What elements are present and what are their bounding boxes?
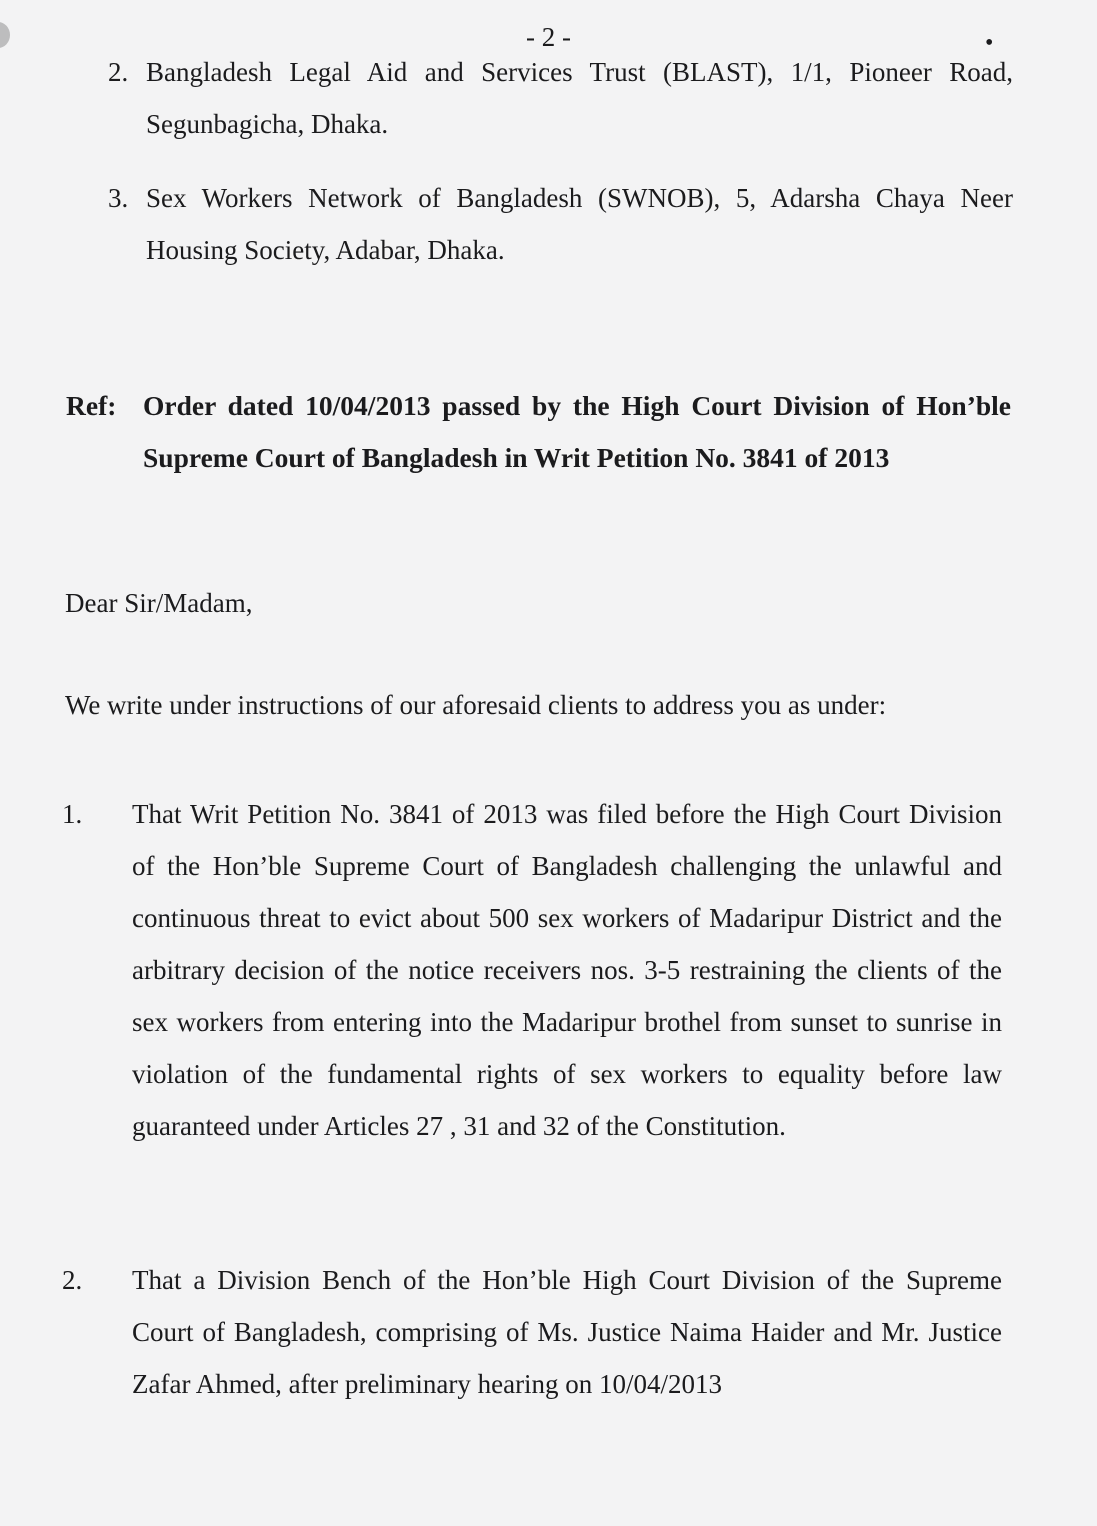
paragraph-text: That a Division Bench of the Hon’ble High Court Division of the Supreme Court of Bangladesh, comprising of Ms. Justice Naima Haider and Mr. Justice Zafar Ahmed, after preliminary hearing on 10/04/2013	[132, 1265, 1002, 1399]
reference-block	[66, 380, 1011, 484]
address-item-3	[108, 172, 1013, 276]
intro-line: We write under instructions of our aforesaid clients to address you as under:	[65, 690, 887, 720]
address-item-number: 2.	[108, 57, 129, 87]
paragraph-2	[62, 1254, 1002, 1410]
paragraph-1	[62, 788, 1002, 1152]
paragraph-text: That Writ Petition No. 3841 of 2013 was filed before the High Court Division of the Hon’ble Supreme Court of Bangladesh challenging the unlawful and continuous threat to evict about 500 sex workers of Madaripur District and the arbitrary decision of the notice receivers nos. 3-5 restraining the clients of the sex workers from entering into the Madaripur brothel from sunset to sunrise in violation of the fundamental rights of sex workers to equality before law guaranteed under Articles 27 , 31 and 32 of the Constitution.	[132, 799, 1002, 1141]
reference-label: Ref:	[66, 390, 117, 421]
address-item-number: 3.	[108, 183, 129, 213]
paragraph-number: 2.	[62, 1265, 83, 1295]
salutation: Dear Sir/Madam,	[65, 588, 253, 618]
stray-mark: •	[985, 30, 994, 56]
address-item-text: Bangladesh Legal Aid and Services Trust (BLAST), 1/1, Pioneer Road, Segunbagicha, Dhaka.	[146, 57, 1013, 139]
reference-text: Order dated 10/04/2013 passed by the High Court Division of Hon’ble Supreme Court of Bangladesh in Writ Petition No. 3841 of 2013	[143, 390, 1011, 473]
address-item-2	[108, 46, 1013, 150]
paragraph-number: 1.	[62, 799, 83, 829]
address-item-text: Sex Workers Network of Bangladesh (SWNOB), 5, Adarsha Chaya Neer Housing Society, Adabar, Dhaka.	[146, 183, 1013, 265]
page-number: - 2 -	[526, 22, 571, 52]
